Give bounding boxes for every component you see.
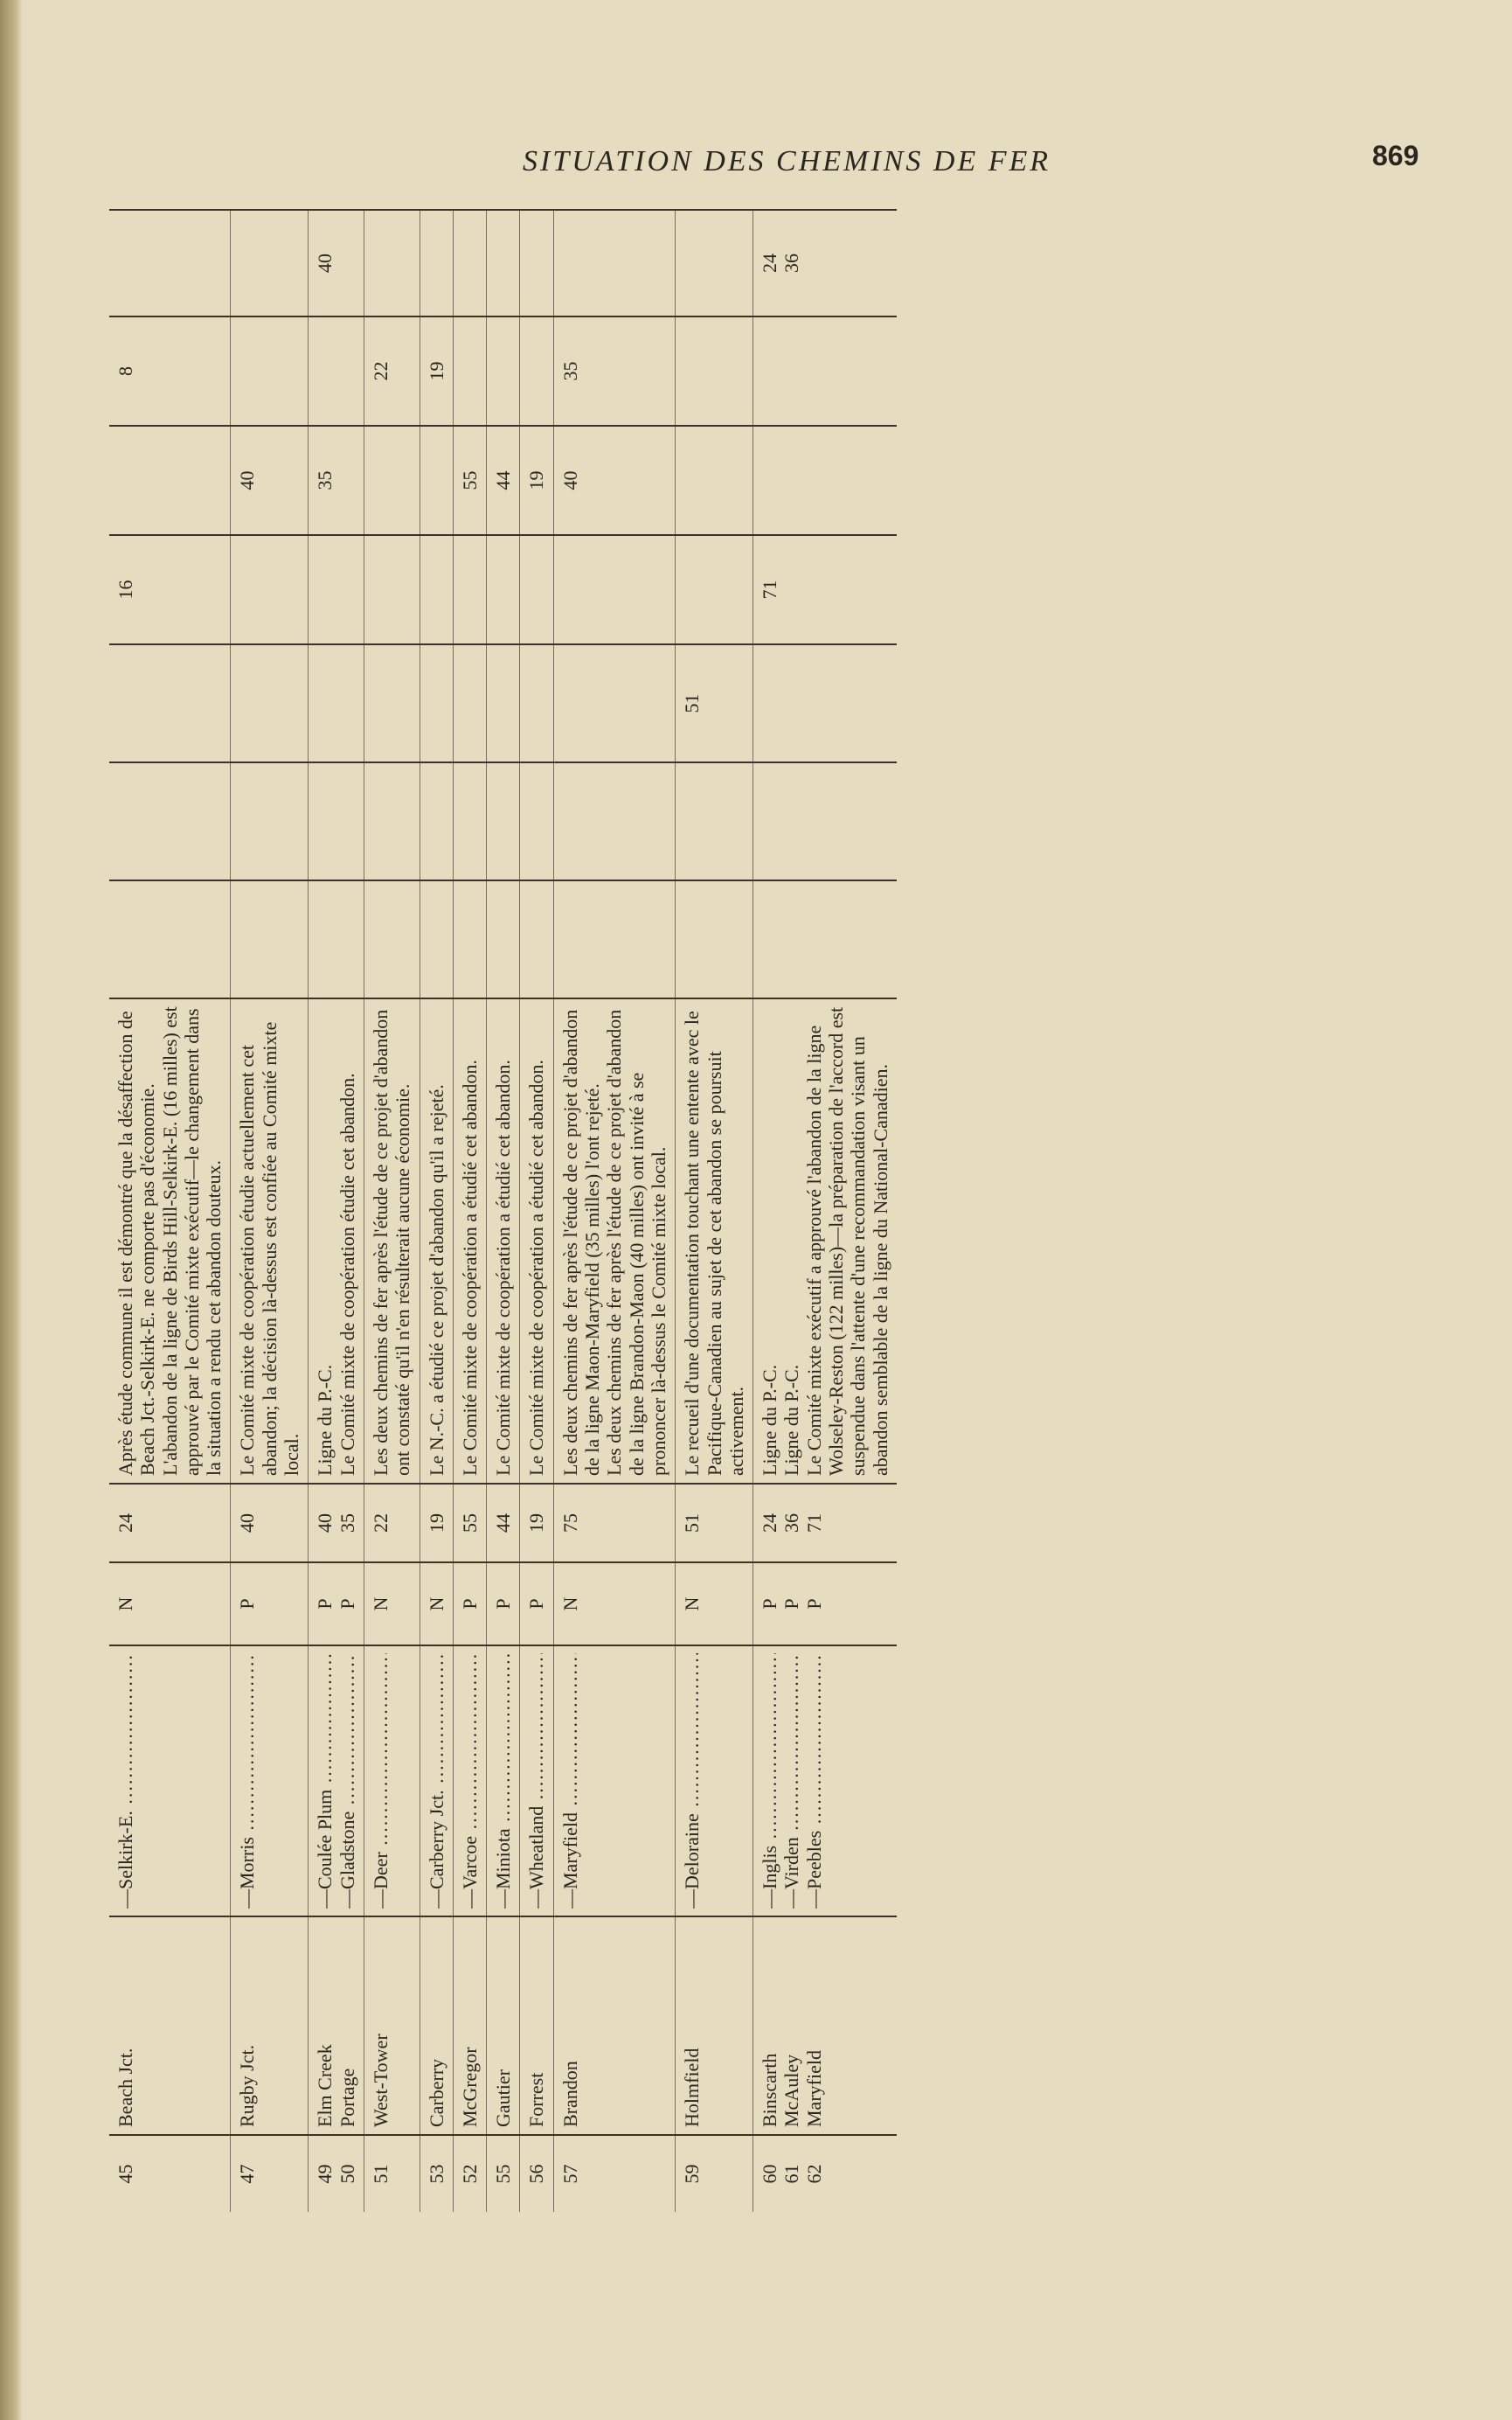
- cell-c4: [364, 535, 420, 644]
- table-row: [553, 210, 675, 2212]
- cell-c3: [364, 644, 420, 762]
- cell-line: Carberry: [425, 2058, 447, 2127]
- cell-line: 36: [780, 1513, 803, 1533]
- cell-c6: [364, 316, 420, 426]
- cell-line: 52: [458, 2164, 481, 2184]
- cell-line: —Morris .....: [236, 1653, 258, 1909]
- cell-line: —Maryfield .....: [559, 1653, 581, 1909]
- cell-line: P: [525, 1598, 548, 1610]
- cell-line: 40: [314, 1513, 336, 1533]
- cell-line: 51: [681, 693, 704, 713]
- cell-line: McGregor: [458, 2047, 481, 2127]
- cell-miles: [553, 1484, 675, 1562]
- cell-line: 40: [558, 470, 581, 490]
- cell-line: 22: [369, 1513, 392, 1533]
- cell-no: [553, 2135, 675, 2212]
- cell-c1: [309, 880, 364, 998]
- cell-line: McAuley: [780, 2054, 803, 2127]
- cell-from: [753, 1916, 897, 2135]
- table-row: [364, 210, 420, 2212]
- cell-c2: [309, 762, 364, 880]
- cell-line: 61: [780, 2164, 803, 2184]
- cell-c4: [453, 535, 486, 644]
- cell-c5: [553, 426, 675, 535]
- cell-to: [553, 1645, 675, 1916]
- cell-c5: [231, 426, 309, 535]
- cell-line: 44: [492, 1513, 515, 1533]
- cell-c2: [487, 762, 520, 880]
- cell-line: Portage: [336, 2068, 358, 2127]
- cell-c1: [753, 880, 897, 998]
- cell-from: [453, 1916, 486, 2135]
- cell-remarks: [109, 998, 231, 1484]
- table-row: [309, 210, 364, 2212]
- cell-from: [309, 1916, 364, 2135]
- cell-remarks: [231, 998, 309, 1484]
- cell-no: [453, 2135, 486, 2212]
- cell-rw: [753, 1562, 897, 1645]
- cell-line: Binscarth: [759, 2053, 781, 2127]
- cell-to: [453, 1645, 486, 1916]
- table-row: [520, 210, 553, 2212]
- cell-line: 53: [425, 2164, 447, 2184]
- cell-line: 59: [681, 2164, 704, 2184]
- cell-c5: [520, 426, 553, 535]
- cell-miles: [364, 1484, 420, 1562]
- remark-paragraph: Les deux chemins de fer après l'étude de ce projet d'abandon de la ligne Maon-Maryfield (35 milles) l'ont rejeté.: [558, 1009, 604, 1476]
- cell-line: —Deloraine .....: [681, 1653, 703, 1909]
- cell-line: 55: [458, 470, 481, 490]
- cell-miles: [487, 1484, 520, 1562]
- cell-line: 24: [759, 1513, 781, 1533]
- cell-c5: [420, 426, 453, 535]
- cell-to: [487, 1645, 520, 1916]
- cell-no: [487, 2135, 520, 2212]
- cell-c1: [364, 880, 420, 998]
- cell-line: West-Tower: [369, 2034, 392, 2127]
- cell-line: 57: [558, 2164, 581, 2184]
- cell-line: —Wheatland .....: [525, 1653, 547, 1909]
- cell-c5: [453, 426, 486, 535]
- cell-c6: [753, 316, 897, 426]
- cell-line: P: [802, 1598, 825, 1610]
- cell-miles: [109, 1484, 231, 1562]
- cell-c2: [420, 762, 453, 880]
- cell-line: 51: [681, 1513, 704, 1533]
- cell-c2: [553, 762, 675, 880]
- cell-miles: [753, 1484, 897, 1562]
- cell-line: 35: [336, 1513, 358, 1533]
- cell-c6: [553, 316, 675, 426]
- cell-c7: [553, 210, 675, 316]
- cell-c1: [420, 880, 453, 998]
- cell-to: [109, 1645, 231, 1916]
- running-head-title: SITUATION DES CHEMINS DE FER: [522, 145, 1051, 177]
- cell-from: [420, 1916, 453, 2135]
- cell-c2: [109, 762, 231, 880]
- cell-line: 71: [802, 1513, 825, 1533]
- cell-c7: [676, 210, 753, 316]
- cell-line: P: [236, 1598, 259, 1610]
- cell-line: 71: [759, 580, 781, 600]
- cell-line: 19: [425, 361, 447, 381]
- cell-rw: [487, 1562, 520, 1645]
- cell-c6: [676, 316, 753, 426]
- cell-c6: [231, 316, 309, 426]
- cell-line: 51: [369, 2164, 392, 2184]
- cell-to: [676, 1645, 753, 1916]
- cell-remarks: [420, 998, 453, 1484]
- cell-line: 35: [314, 470, 336, 490]
- cell-line: —Carberry Jct. .....: [426, 1653, 447, 1909]
- cell-c7: [453, 210, 486, 316]
- cell-line: Forrest: [525, 2072, 548, 2127]
- cell-c7: [487, 210, 520, 316]
- remark-paragraph: Ligne du P.-C.: [759, 1364, 781, 1476]
- cell-c7: [420, 210, 453, 316]
- cell-line: 55: [492, 2164, 515, 2184]
- remark-paragraph: Ligne du P.-C.: [314, 1364, 336, 1476]
- cell-c3: [420, 644, 453, 762]
- cell-c3: [231, 644, 309, 762]
- cell-line: N: [114, 1596, 136, 1611]
- cell-rw: [453, 1562, 486, 1645]
- cell-line: Elm Creek: [314, 2044, 336, 2127]
- remark-paragraph: Le recueil d'une documentation touchant une entente avec le Pacifique-Canadien au sujet de cet abandon se poursuit activement.: [681, 1011, 747, 1476]
- cell-c4: [676, 535, 753, 644]
- cell-c4: [553, 535, 675, 644]
- remark-paragraph: Le Comité mixte de coopération étudie cet abandon.: [336, 1073, 358, 1476]
- cell-line: P: [759, 1598, 781, 1610]
- cell-c6: [420, 316, 453, 426]
- cell-miles: [453, 1484, 486, 1562]
- cell-no: [420, 2135, 453, 2212]
- cell-c5: [309, 426, 364, 535]
- cell-line: —Selkirk-E. .....: [114, 1653, 136, 1909]
- cell-c1: [453, 880, 486, 998]
- cell-c4: [309, 535, 364, 644]
- cell-line: 24: [114, 1513, 136, 1533]
- cell-line: 62: [802, 2164, 825, 2184]
- cell-from: [676, 1916, 753, 2135]
- cell-line: —Gladstone .....: [336, 1653, 358, 1909]
- remark-paragraph: Le Comité mixte de coopération a étudié cet abandon.: [458, 1060, 481, 1476]
- cell-line: Rugby Jct.: [236, 2044, 259, 2127]
- remark-paragraph: Après étude commune il est démontré que la désaffection de Beach Jct.-Selkirk-E. ne comporte pas d'économie.: [114, 1011, 159, 1476]
- cell-miles: [309, 1484, 364, 1562]
- cell-line: Gautier: [492, 2069, 515, 2127]
- cell-to: [364, 1645, 420, 1916]
- cell-c6: [520, 316, 553, 426]
- cell-c1: [553, 880, 675, 998]
- remark-paragraph: Les deux chemins de fer après l'étude de ce projet d'abandon de la ligne Brandon-Maon (40 milles) ont invité à se prononcer là-dessus le Comité mixte local.: [603, 1009, 669, 1476]
- cell-line: 16: [114, 580, 136, 600]
- cell-c4: [109, 535, 231, 644]
- cell-remarks: [753, 998, 897, 1484]
- cell-c6: [487, 316, 520, 426]
- cell-no: [753, 2135, 897, 2212]
- cell-line: 75: [558, 1513, 581, 1533]
- cell-line: 19: [425, 1513, 447, 1533]
- cell-remarks: [364, 998, 420, 1484]
- cell-miles: [231, 1484, 309, 1562]
- cell-miles: [420, 1484, 453, 1562]
- cell-line: P: [458, 1598, 481, 1610]
- cell-line: 56: [525, 2164, 548, 2184]
- cell-c7: [520, 210, 553, 316]
- cell-line: —Coulée Plum .....: [314, 1653, 336, 1909]
- cell-line: —Virden .....: [780, 1653, 802, 1909]
- cell-from: [109, 1916, 231, 2135]
- cell-no: [109, 2135, 231, 2212]
- cell-line: 36: [780, 254, 803, 273]
- cell-rw: [553, 1562, 675, 1645]
- cell-line: P: [780, 1598, 803, 1610]
- table-row: [676, 210, 753, 2212]
- cell-line: 60: [759, 2164, 781, 2184]
- cell-remarks: [553, 998, 675, 1484]
- cell-c7: [753, 210, 897, 316]
- cell-line: N: [681, 1596, 704, 1611]
- table-row: [109, 210, 231, 2212]
- remark-paragraph: Ligne du P.-C.: [780, 1364, 803, 1476]
- cell-line: 35: [558, 361, 581, 381]
- cell-c1: [109, 880, 231, 998]
- cell-c5: [676, 426, 753, 535]
- table-row: [420, 210, 453, 2212]
- cell-rw: [676, 1562, 753, 1645]
- book-binding-edge: [0, 0, 23, 2420]
- cell-c3: [309, 644, 364, 762]
- cell-line: P: [314, 1598, 336, 1610]
- cell-rw: [309, 1562, 364, 1645]
- cell-line: 45: [114, 2164, 136, 2184]
- cell-c6: [109, 316, 231, 426]
- cell-rw: [109, 1562, 231, 1645]
- cell-c7: [109, 210, 231, 316]
- cell-miles: [520, 1484, 553, 1562]
- cell-line: 50: [336, 2164, 358, 2184]
- cell-line: N: [369, 1596, 392, 1611]
- cell-rw: [420, 1562, 453, 1645]
- cell-c5: [487, 426, 520, 535]
- remark-paragraph: Le N.-C. a étudié ce projet d'abandon qu'il a rejeté.: [425, 1084, 447, 1476]
- table-row: [753, 210, 897, 2212]
- cell-c3: [453, 644, 486, 762]
- cell-from: [520, 1916, 553, 2135]
- cell-c1: [520, 880, 553, 998]
- cell-to: [520, 1645, 553, 1916]
- table-row: [453, 210, 486, 2212]
- cell-line: 8: [114, 366, 136, 376]
- cell-line: N: [425, 1596, 447, 1611]
- cell-no: [520, 2135, 553, 2212]
- cell-remarks: [520, 998, 553, 1484]
- cell-c5: [364, 426, 420, 535]
- cell-line: P: [492, 1598, 515, 1610]
- cell-line: —Deer .....: [370, 1653, 392, 1909]
- cell-line: —Varcoe .....: [459, 1653, 481, 1909]
- cell-c2: [520, 762, 553, 880]
- cell-c6: [453, 316, 486, 426]
- cell-no: [231, 2135, 309, 2212]
- rotated-table-wrapper: [109, 210, 1280, 2212]
- cell-c7: [364, 210, 420, 316]
- cell-from: [553, 1916, 675, 2135]
- cell-no: [364, 2135, 420, 2212]
- remark-paragraph: L'abandon de la ligne de Birds Hill-Selkirk-E. (16 milles) est approuvé par le Comité mixte exécutif—le changement dans la situation a rendu cet abandon douteux.: [158, 1006, 225, 1476]
- cell-line: —Peebles .....: [803, 1653, 825, 1909]
- cell-c3: [487, 644, 520, 762]
- cell-to: [420, 1645, 453, 1916]
- cell-c2: [453, 762, 486, 880]
- cell-from: [364, 1916, 420, 2135]
- cell-remarks: [676, 998, 753, 1484]
- cell-c5: [753, 426, 897, 535]
- cell-remarks: [309, 998, 364, 1484]
- cell-line: 49: [314, 2164, 336, 2184]
- cell-c3: [520, 644, 553, 762]
- cell-c1: [487, 880, 520, 998]
- cell-no: [309, 2135, 364, 2212]
- cell-c4: [420, 535, 453, 644]
- cell-c3: [676, 644, 753, 762]
- cell-from: [487, 1916, 520, 2135]
- cell-no: [676, 2135, 753, 2212]
- table-row: [231, 210, 309, 2212]
- cell-rw: [364, 1562, 420, 1645]
- cell-c1: [231, 880, 309, 998]
- remark-paragraph: Les deux chemins de fer après l'étude de ce projet d'abandon ont constaté qu'il n'en résulterait aucune économie.: [369, 1009, 414, 1476]
- cell-line: 22: [369, 361, 392, 381]
- page-number: 869: [1372, 140, 1419, 171]
- remark-paragraph: Le Comité mixte de coopération a étudié cet abandon.: [525, 1060, 548, 1476]
- cell-line: —Inglis .....: [759, 1653, 780, 1909]
- cell-c7: [309, 210, 364, 316]
- cell-miles: [676, 1484, 753, 1562]
- cell-line: 40: [314, 254, 336, 273]
- cell-c3: [109, 644, 231, 762]
- cell-rw: [520, 1562, 553, 1645]
- cell-line: 19: [525, 1513, 548, 1533]
- cell-line: 44: [492, 470, 515, 490]
- cell-line: Holmfield: [681, 2048, 704, 2127]
- cell-c4: [231, 535, 309, 644]
- abandonment-table: [109, 209, 897, 2212]
- cell-line: 55: [458, 1513, 481, 1533]
- cell-c5: [109, 426, 231, 535]
- cell-rw: [231, 1562, 309, 1645]
- cell-remarks: [453, 998, 486, 1484]
- remark-paragraph: Le Comité mixte de coopération a étudié cet abandon.: [492, 1060, 515, 1476]
- cell-line: 40: [236, 470, 259, 490]
- cell-line: Beach Jct.: [114, 2048, 136, 2127]
- cell-c4: [753, 535, 897, 644]
- cell-line: P: [336, 1598, 358, 1610]
- cell-c3: [753, 644, 897, 762]
- cell-to: [309, 1645, 364, 1916]
- cell-c2: [364, 762, 420, 880]
- cell-line: 24: [759, 254, 781, 273]
- cell-to: [753, 1645, 897, 1916]
- cell-line: 40: [236, 1513, 259, 1533]
- cell-line: Brandon: [558, 2061, 581, 2127]
- cell-from: [231, 1916, 309, 2135]
- cell-c6: [309, 316, 364, 426]
- remark-paragraph: Le Comité mixte de coopération étudie actuellement cet abandon; la décision là-dessus est confiée au Comité mixte local.: [236, 1021, 303, 1476]
- cell-c4: [520, 535, 553, 644]
- cell-c4: [487, 535, 520, 644]
- cell-c2: [676, 762, 753, 880]
- cell-line: —Miniota .....: [492, 1653, 514, 1909]
- cell-c2: [231, 762, 309, 880]
- cell-c2: [753, 762, 897, 880]
- table-row: [487, 210, 520, 2212]
- cell-c7: [231, 210, 309, 316]
- cell-c1: [676, 880, 753, 998]
- cell-c3: [553, 644, 675, 762]
- cell-line: Maryfield: [802, 2050, 825, 2127]
- cell-remarks: [487, 998, 520, 1484]
- remark-paragraph: Le Comité mixte exécutif a approuvé l'abandon de la ligne Wolseley-Reston (122 milles)—la préparation de l'accord est suspendue dans l'attente d'une recommandation visant un abandon semblable de la ligne du National-Canadien.: [802, 1006, 891, 1476]
- cell-line: 47: [236, 2164, 259, 2184]
- cell-to: [231, 1645, 309, 1916]
- cell-line: 19: [525, 470, 548, 490]
- cell-line: N: [558, 1596, 581, 1611]
